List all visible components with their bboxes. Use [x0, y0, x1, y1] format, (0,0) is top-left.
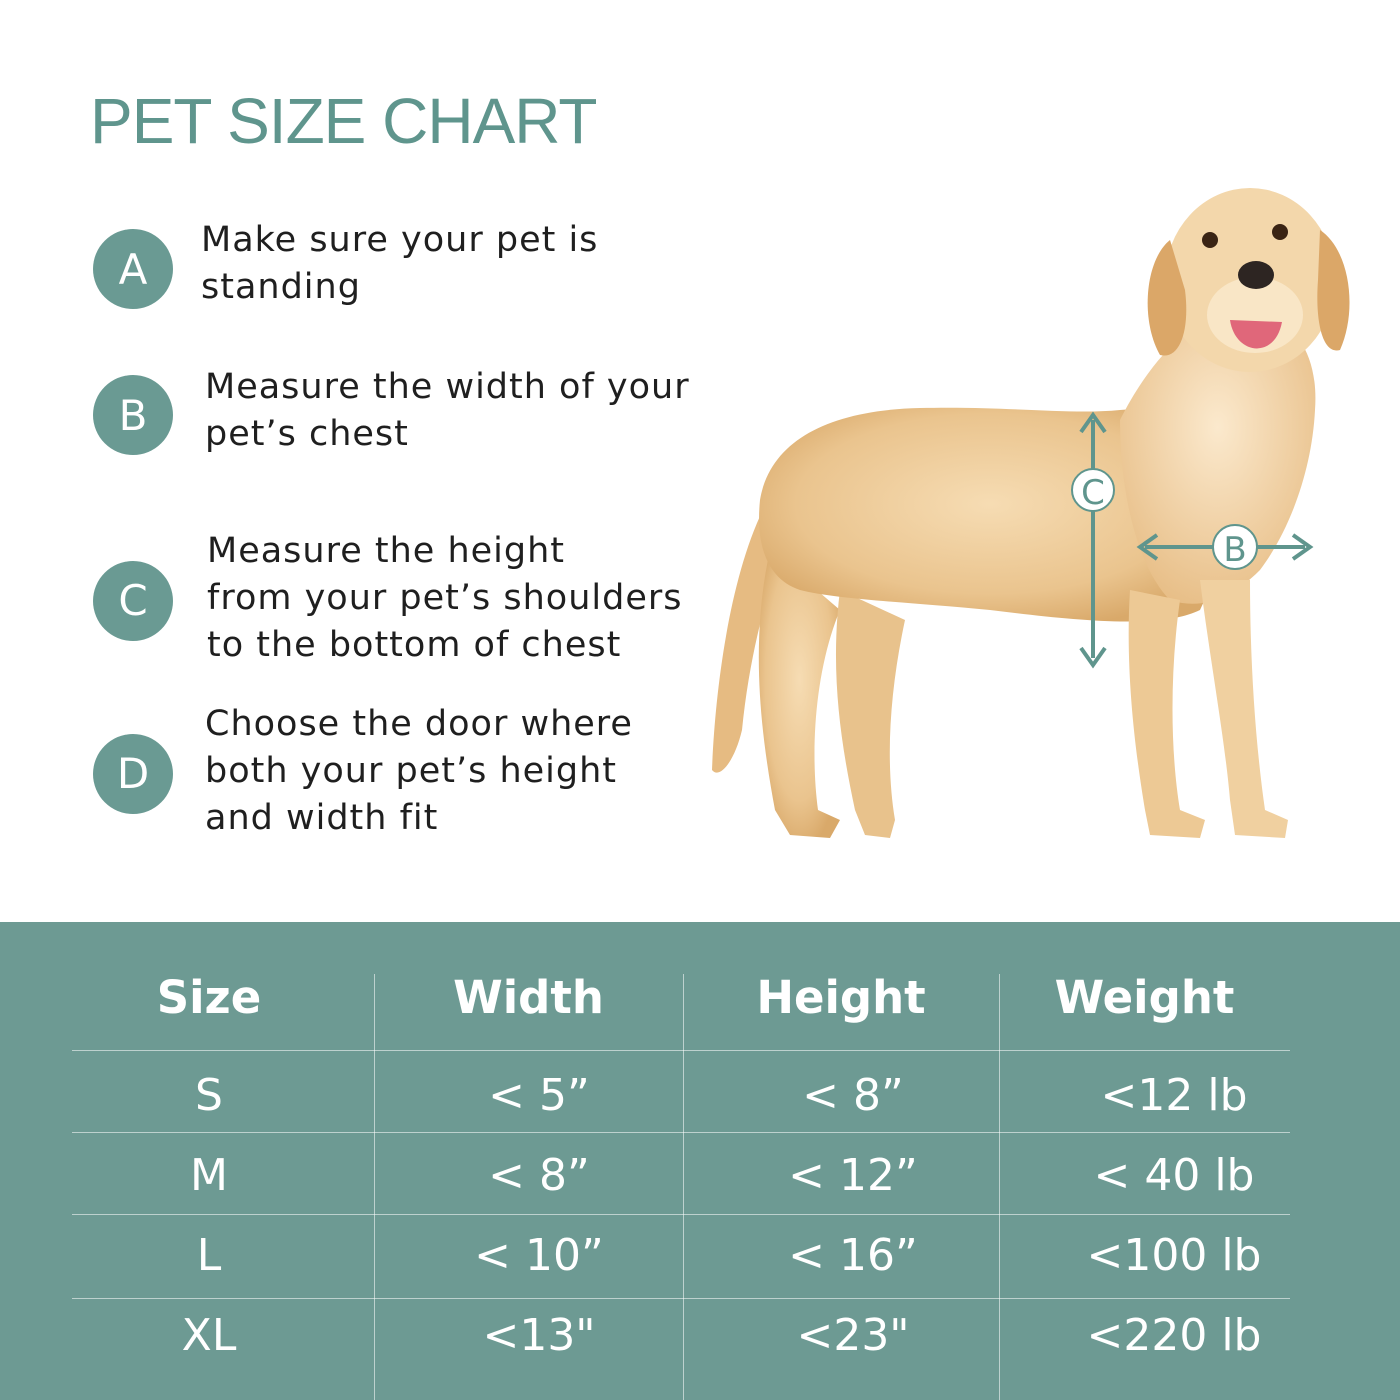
cell-height: <23": [796, 1309, 910, 1361]
step-badge-d: D: [93, 734, 173, 814]
row-divider: [72, 1050, 1290, 1051]
width-marker-label: B: [1223, 530, 1247, 570]
step-text-b: Measure the width of your pet’s chest: [205, 367, 690, 454]
step-badge-c: C: [93, 561, 173, 641]
cell-size: XL: [181, 1309, 237, 1361]
step-text-a: Make sure your pet is standing: [201, 220, 599, 307]
header-weight: Weight: [1054, 970, 1235, 1024]
step-d: [93, 705, 725, 842]
step-text-c: Measure the height from your pet’s shoulders to the bottom of chest: [207, 531, 683, 665]
step-c: [93, 532, 727, 669]
step-badge-a: A: [93, 229, 173, 309]
page-title: PET SIZE CHART: [90, 85, 597, 157]
cell-width: < 5”: [488, 1069, 590, 1121]
cell-size: S: [195, 1069, 223, 1121]
cell-width: < 8”: [488, 1149, 590, 1201]
cell-height: < 12”: [788, 1149, 918, 1201]
step-b: [93, 367, 725, 458]
header-height: Height: [756, 970, 926, 1024]
cell-width: <13": [482, 1309, 596, 1361]
cell-size: M: [190, 1149, 228, 1201]
step-badge-b: B: [93, 375, 173, 455]
cell-width: < 10”: [474, 1229, 604, 1281]
cell-weight: <100 lb: [1086, 1229, 1262, 1281]
size-table: [0, 922, 1400, 1400]
height-marker-label: C: [1081, 473, 1105, 513]
cell-height: < 8”: [802, 1069, 904, 1121]
dog-illustration: [690, 170, 1370, 890]
header-width: Width: [453, 970, 604, 1024]
cell-size: L: [196, 1229, 222, 1281]
step-a: [93, 220, 721, 311]
step-text-d: Choose the door where both your pet’s height and width fit: [205, 704, 633, 838]
cell-height: < 16”: [788, 1229, 918, 1281]
cell-weight: < 40 lb: [1093, 1149, 1255, 1201]
header-size: Size: [156, 970, 262, 1024]
cell-weight: <220 lb: [1086, 1309, 1262, 1361]
cell-weight: <12 lb: [1100, 1069, 1248, 1121]
